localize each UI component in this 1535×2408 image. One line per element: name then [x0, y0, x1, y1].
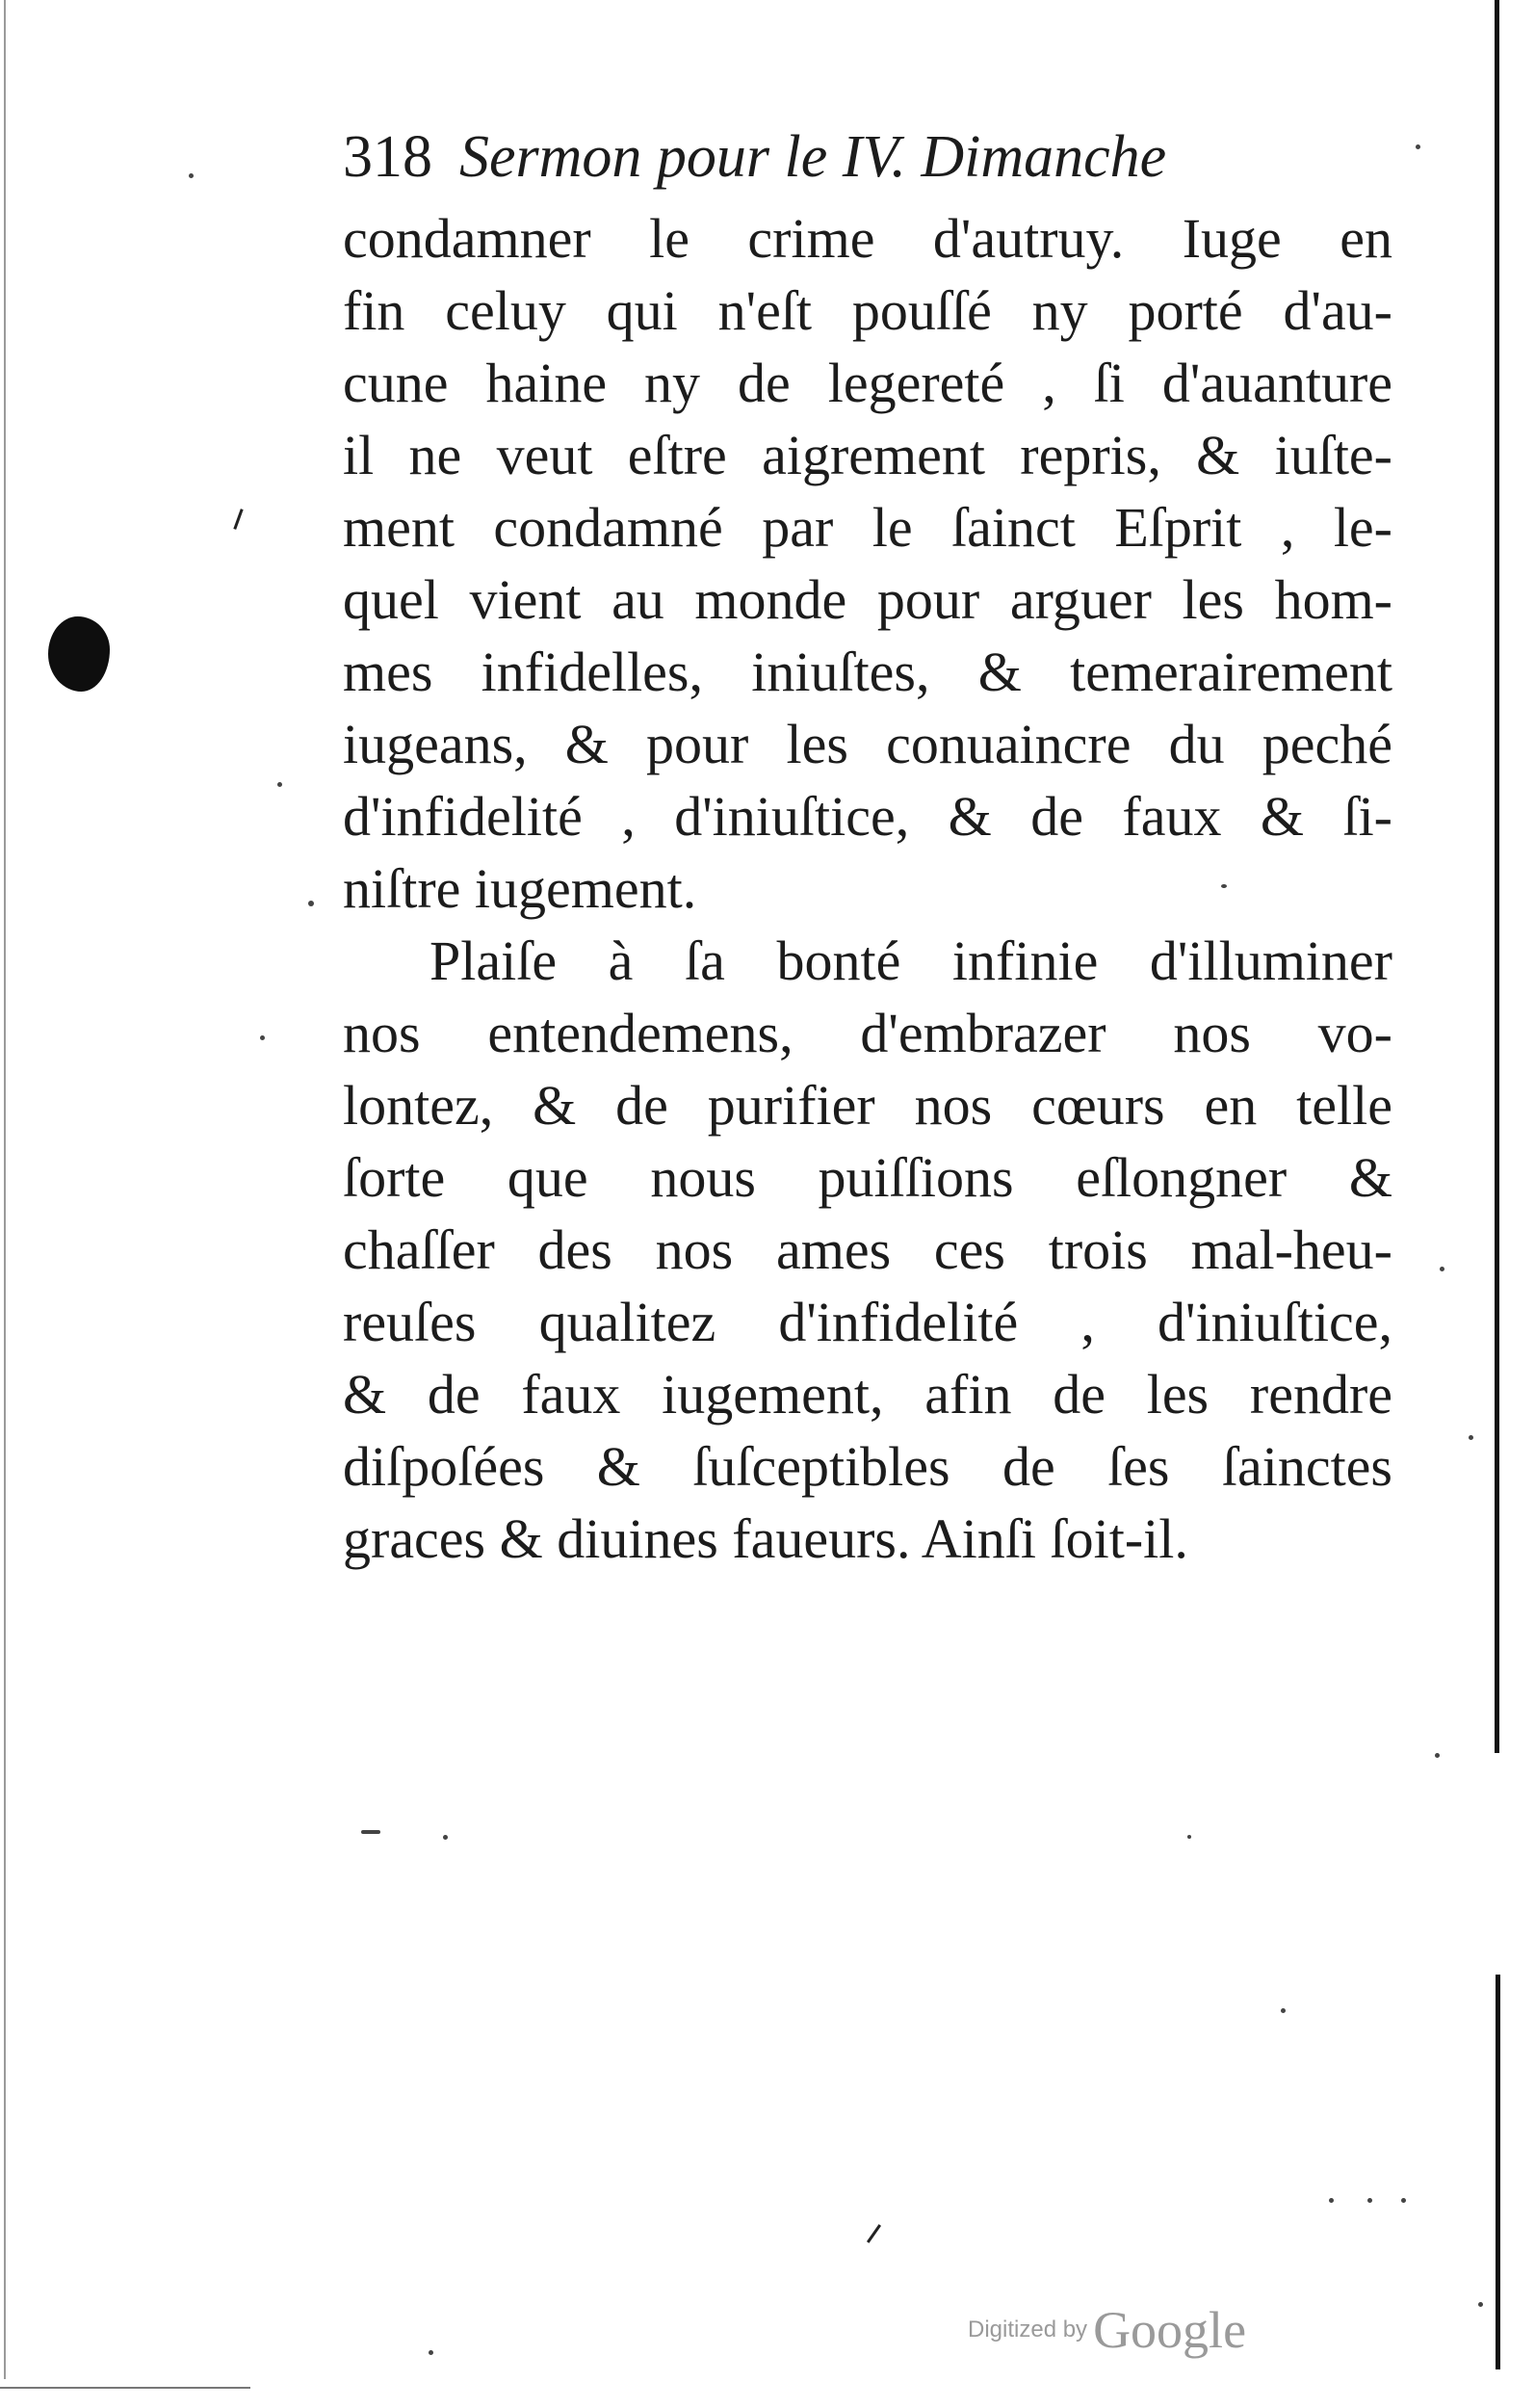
ink-speck: [429, 2350, 433, 2355]
text-line: Plaiſe à ſa bonté infinie d'illuminer: [429, 929, 1392, 992]
text-line: il ne veut eſtre aigrement repris, & iuſte-: [343, 424, 1392, 486]
ink-speck: [1281, 2008, 1286, 2013]
text-line: reuſes qualitez d'infidelité , d'iniuſtice,: [343, 1291, 1392, 1353]
ink-speck: [277, 782, 282, 787]
text-line: ment condamné par le ſainct Eſprit , le-: [343, 496, 1392, 559]
scan-bottom-rule: [0, 2387, 250, 2389]
page-header: [343, 114, 1383, 200]
ink-speck: [1401, 2198, 1406, 2203]
running-head: Sermon pour le IV. Dimanche: [459, 124, 1167, 190]
text-line: cune haine ny de legereté , ſi d'auanture: [343, 352, 1392, 414]
digitized-label: Digitized by: [968, 2316, 1088, 2343]
ink-blot: [48, 616, 110, 692]
text-line: nos entendemens, d'embrazer nos vo-: [343, 1002, 1392, 1064]
ink-speck: [1469, 1435, 1473, 1440]
scan-right-edge: [1495, 0, 1499, 1753]
ink-speck: [1435, 1753, 1440, 1758]
text-line: niſtre iugement.: [343, 857, 697, 920]
text-line: iugeans, & pour les conuaincre du peché: [343, 713, 1392, 775]
text-line: mes infidelles, iniuſtes, & temerairement: [343, 641, 1392, 703]
ink-speck: [189, 173, 194, 178]
brand-logo: Google: [1093, 2301, 1247, 2359]
scan-right-edge-lower: [1496, 1975, 1500, 2369]
ink-speck: [361, 1830, 380, 1834]
ink-speck: [443, 1835, 448, 1840]
ink-speck: [1478, 2302, 1483, 2307]
ink-speck: [1367, 2198, 1372, 2203]
body-text: [343, 202, 1392, 1575]
text-line: diſpoſées & ſuſceptibles de ſes ſainctes: [343, 1435, 1392, 1498]
ink-speck: [1187, 1835, 1191, 1839]
ink-speck: [308, 901, 314, 906]
ink-speck: [260, 1035, 265, 1040]
margin-mark: [233, 509, 243, 530]
text-line: & de faux iugement, afin de les rendre: [343, 1363, 1392, 1426]
page-number: 318: [343, 124, 432, 190]
text-line: chaſſer des nos ames ces trois mal-heu-: [343, 1218, 1392, 1281]
ink-speck: [1416, 144, 1420, 149]
text-line: fin celuy qui n'eſt pouſſé ny porté d'au-: [343, 279, 1392, 342]
digitized-watermark: [968, 2300, 1246, 2358]
scan-left-edge: [4, 0, 6, 2379]
ink-speck: [1329, 2198, 1334, 2203]
ink-speck: [1440, 1267, 1444, 1271]
text-line: lontez, & de purifier nos cœurs en telle: [343, 1074, 1392, 1137]
text-line: d'infidelité , d'iniuſtice, & de faux & ſi-: [343, 785, 1392, 848]
text-line: quel vient au monde pour arguer les hom-: [343, 568, 1392, 631]
text-line: condamner le crime d'autruy. Iuge en: [343, 207, 1392, 270]
text-line: ſorte que nous puiſſions eſlongner &: [343, 1146, 1392, 1209]
text-line: graces & diuines faueurs. Ainſi ſoit-il.: [343, 1507, 1188, 1570]
margin-mark: [867, 2224, 881, 2243]
